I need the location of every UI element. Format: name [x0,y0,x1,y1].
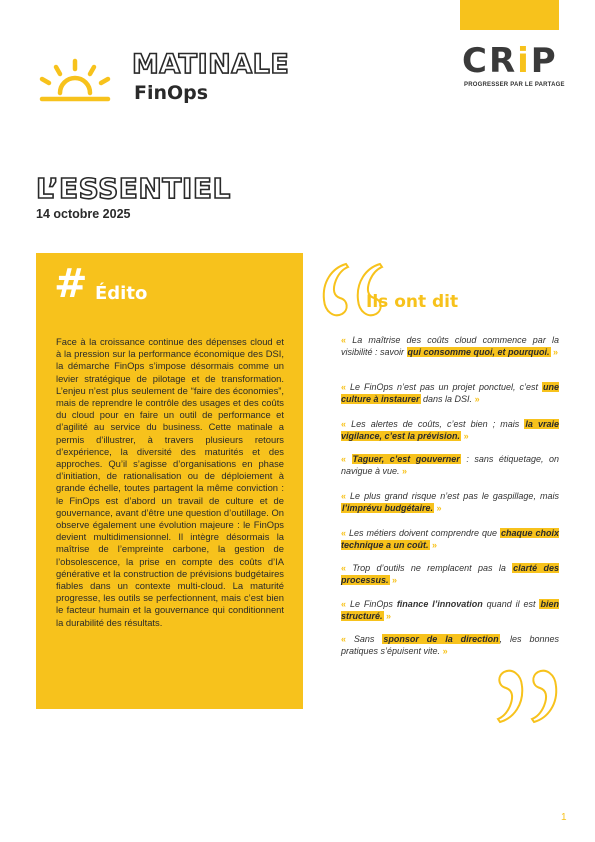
open-quote-icon [318,256,388,326]
quote-item: « Les alertes de coûts, c’est bien ; mais la vraie vigilance, c’est la prévision. » [341,419,559,442]
quote-item: « Le FinOps finance l’innovation quand il est bien structuré. » [341,599,559,622]
close-quote-icon [492,660,562,730]
logo-band [460,0,559,30]
quote-item: « Trop d’outils ne remplacent pas la clarté des processus. » [341,563,559,586]
edito-body [56,336,284,629]
quote-item: « Le plus grand risque n’est pas le gaspillage, mais l’imprévu budgétaire. » [341,491,559,514]
edito-title: Édito [95,283,148,304]
quote-item: « Taguer, c’est gouverner : sans étiquetage, on navigue à vue. » [341,454,559,477]
quote-item: « La maîtrise des coûts cloud commence par la visibilité : savoir qui consomme quoi, et pourquoi. » [341,335,559,358]
event-title: MATINALE [132,49,290,80]
quotes-title: Ils ont dit [366,292,459,312]
sunrise-icon [36,55,114,105]
page-number: 1 [561,812,567,823]
page-title: L’ESSENTIEL [36,172,231,205]
hash-icon: # [54,261,88,307]
edito-paragraph: Face à la croissance continue des dépenses cloud et à la pression sur la performance économique des DSI, la démarche FinOps s’impose désormais comme un levier stratégique de pilotage et de transformation. L’enjeu n’est plus seulement de “faire des économies”, mais de reprendre le contrôle des usages et des coûts du cloud pour en faire un outil de performance et d’agilité au service du business. Cette matinale a permis d’illustrer, à travers plusieurs retours d’expérience, la diversité des maturités et des approches. Qu’il s’agisse d’organisations en phase d’initiation, de rationalisation ou de déploiement à grande échelle, toutes partagent la même conviction : le FinOps est d’abord un travail de culture et de gouvernance, avant d’être une question d’outillage. On observe également une évolution majeure : le FinOps devient multidimensionnel. Il intègre désormais la maîtrise de l’empreinte carbone, la gestion de l’obsolescence, la prise en compte des coûts d’IA générative et la construction de prévisions budgétaires fiables dans un contexte multi-cloud. La maturité progresse, les outils se perfectionnent, mais c’est bien le facteur humain et la gouvernance qui conditionnent la durabilité des résultats. [56,336,284,628]
quote-item: « Sans sponsor de la direction, les bonnes pratiques s’épuisent vite. » [341,634,559,657]
crip-tagline: PROGRESSER PAR LE PARTAGE [464,82,565,88]
crip-logo: CRiP [462,41,558,81]
document-date: 14 octobre 2025 [36,207,131,221]
quote-item: « Le FinOps n’est pas un projet ponctuel, c’est une culture à instaurer dans la DSI. » [341,382,559,405]
quote-item: « Les métiers doivent comprendre que chaque choix technique a un coût. » [341,528,559,551]
event-subtitle: FinOps [134,82,209,104]
